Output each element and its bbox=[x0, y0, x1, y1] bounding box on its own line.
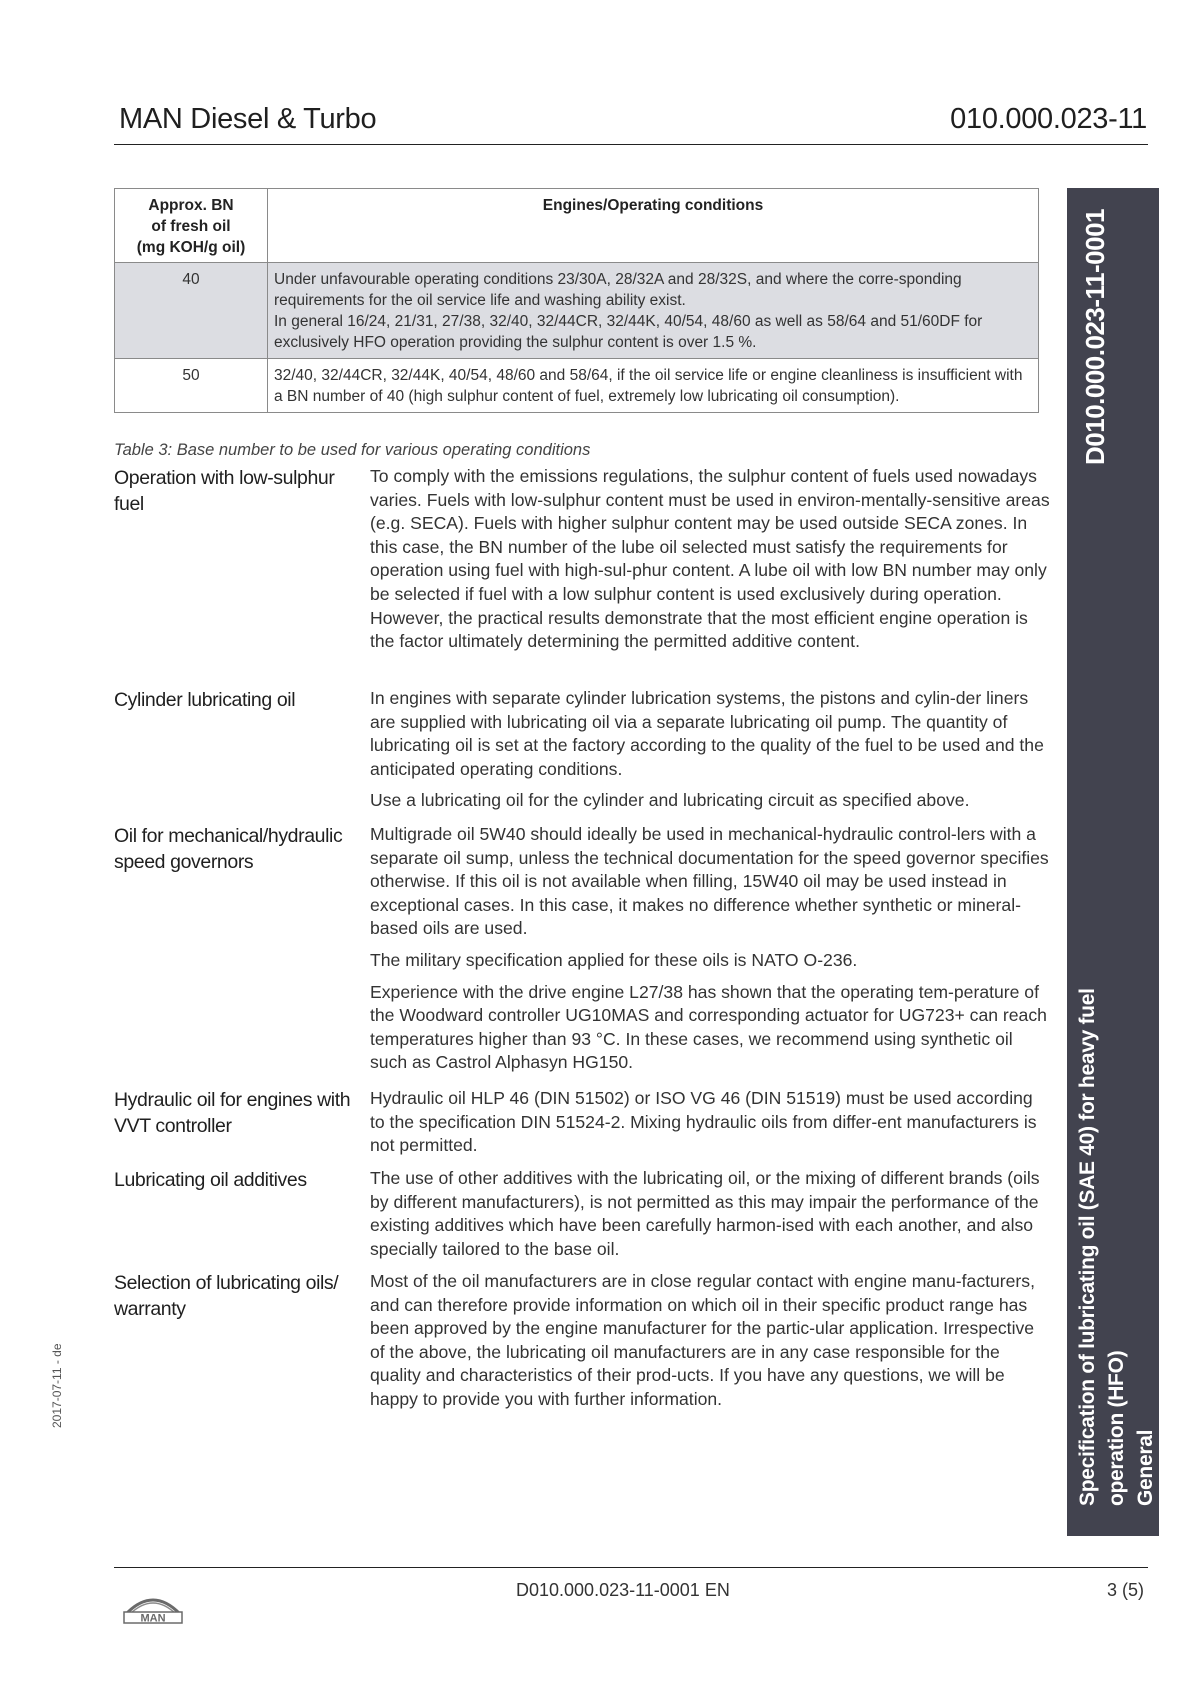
paragraph: Experience with the drive engine L27/38 has shown that the operating tem-perature of the Woodward controller UG10MAS and corresponding actuator for UG723+ can reach temperatures higher than 93 °C. In these cases, we recommend using synthetic oil such as Castrol Alphasyn HG150. bbox=[370, 981, 1047, 1073]
bn-value-cell: 40 bbox=[115, 263, 268, 359]
section-body bbox=[370, 1087, 1050, 1166]
conditions-cell bbox=[268, 359, 1039, 413]
section-label: Lubricating oil additives bbox=[114, 1169, 307, 1191]
column-header-line: (mg KOH/g oil) bbox=[136, 239, 246, 256]
paragraph: Use a lubricating oil for the cylinder and lubricating circuit as specified above. bbox=[370, 790, 970, 811]
section-label: Hydraulic oil for engines with VVT controller bbox=[114, 1089, 351, 1137]
table-row bbox=[115, 359, 1039, 413]
conditions-text: 32/40, 32/44CR, 32/44K, 40/54, 48/60 and 58/64, if the oil service life or engine cleanliness is insufficient with a BN number of 40 (high sulphur content of fuel, extremely low lubricating oil consumption). bbox=[274, 367, 1023, 405]
section-label: Oil for mechanical/hydraulic speed governors bbox=[114, 825, 343, 873]
table-row bbox=[115, 263, 1039, 359]
section-label: Selection of lubricating oils/ warranty bbox=[114, 1272, 339, 1320]
sidebar-title bbox=[1073, 988, 1160, 1506]
paragraph: The use of other additives with the lubricating oil, or the mixing of different brands (oils by different manufacturers), is not permitted as this may impair the performance of the existing additives which have been carefully harmon-ised with each another, and also specially tailored to the base oil. bbox=[370, 1168, 1040, 1259]
paragraph: Multigrade oil 5W40 should ideally be used in mechanical-hydraulic control-lers with a separate oil sump, unless the technical documentation for the speed governor specifies otherwise. If this oil is not available when filling, 15W40 oil may be used instead in exceptional cases. In this case, it makes no difference whether synthetic or mineral-based oils are used. bbox=[370, 824, 1049, 939]
column-header-line: Approx. BN bbox=[148, 197, 234, 214]
sidebar-title-line: General bbox=[1134, 1429, 1157, 1506]
table-caption: Table 3: Base number to be used for various operating conditions bbox=[114, 441, 591, 459]
base-number-table bbox=[114, 188, 1039, 413]
section-body bbox=[370, 1270, 1050, 1420]
margin-date-stamp: 2017-07-11 - de bbox=[50, 1343, 64, 1428]
header-document-number: 010.000.023-11 bbox=[950, 103, 1147, 135]
paragraph: In engines with separate cylinder lubrication systems, the pistons and cylin-der liners are supplied with lubricating oil via a separate lubricating oil pump. The quantity of lubricating oil is set at the factory according to the quality of the fuel to be used and the anticipated operating conditions. bbox=[370, 688, 1044, 779]
paragraph: However, the practical results demonstrate that the most efficient engine operation is the factor ultimately determining the permitted additive content. bbox=[370, 607, 1028, 652]
bn-value-cell: 50 bbox=[115, 359, 268, 413]
conditions-text: In general 16/24, 21/31, 27/38, 32/40, 32/44CR, 32/44K, 40/54, 48/60 as well as 58/64 and 51/60DF for exclusively HFO operation providing the sulphur content is over 1.5 %. bbox=[274, 313, 983, 351]
table-header-row bbox=[115, 189, 1039, 263]
footer-divider bbox=[114, 1567, 1148, 1568]
conditions-cell bbox=[268, 263, 1039, 359]
section-label: Cylinder lubricating oil bbox=[114, 689, 296, 711]
paragraph: Hydraulic oil HLP 46 (DIN 51502) or ISO VG 46 (DIN 51519) must be used according to the specification DIN 51524-2. Mixing hydraulic oils from differ-ent manufacturers is not permitted. bbox=[370, 1088, 1037, 1156]
paragraph: Most of the oil manufacturers are in close regular contact with engine manu-facturers, and can therefore provide information on which oil in their specific product range has been approved by the engine manufacturer for the partic-ular application. Irrespective of the above, the lubricating oil manufacturers are in any case responsible for the quality and characteristics of their prod-ucts. If you have any questions, we will be happy to provide you with further information. bbox=[370, 1271, 1035, 1409]
paragraph: The military specification applied for these oils is NATO O-236. bbox=[370, 949, 858, 970]
man-logo-icon bbox=[120, 1584, 186, 1624]
column-header-engines-conditions: Engines/Operating conditions bbox=[268, 189, 1039, 263]
column-header-line: of fresh oil bbox=[151, 218, 231, 235]
section-body bbox=[370, 465, 1050, 662]
conditions-text: Under unfavourable operating conditions 23/30A, 28/32A and 28/32S, and where the corre-sponding requirements for the oil service life and washing ability exist. bbox=[274, 271, 962, 309]
header-divider bbox=[114, 144, 1148, 145]
section-body bbox=[370, 823, 1050, 1083]
section-label: Operation with low-sulphur fuel bbox=[114, 467, 335, 515]
footer-document-id: D010.000.023-11-0001 EN bbox=[516, 1580, 730, 1600]
sidebar-document-id: D010.000.023-11-0001 bbox=[1080, 208, 1110, 465]
section-body bbox=[370, 1167, 1050, 1269]
sidebar-title-line: Specification of lubricating oil (SAE 40) for heavy fuel bbox=[1076, 988, 1099, 1506]
logo-text: MAN bbox=[140, 1612, 166, 1624]
column-header-approx-bn bbox=[115, 189, 268, 263]
section-body bbox=[370, 687, 1050, 821]
footer-page-number: 3 (5) bbox=[1106, 1580, 1144, 1600]
sidebar-title-line: operation (HFO) bbox=[1105, 1350, 1128, 1506]
paragraph: To comply with the emissions regulations, the sulphur content of fuels used nowadays varies. Fuels with low-sulphur content must be used in environ-mentally-sensitive areas (e.g. SECA). Fuels with higher sulphur content may be used outside SECA zones. In this case, the BN number of the lube oil selected must satisfy the requirements for operation using fuel with high-sul-phur content. A lube oil with low BN number may only be selected if fuel with a low sulphur content is used exclusively during operation. bbox=[370, 466, 1050, 604]
header-company-name: MAN Diesel & Turbo bbox=[119, 103, 377, 135]
